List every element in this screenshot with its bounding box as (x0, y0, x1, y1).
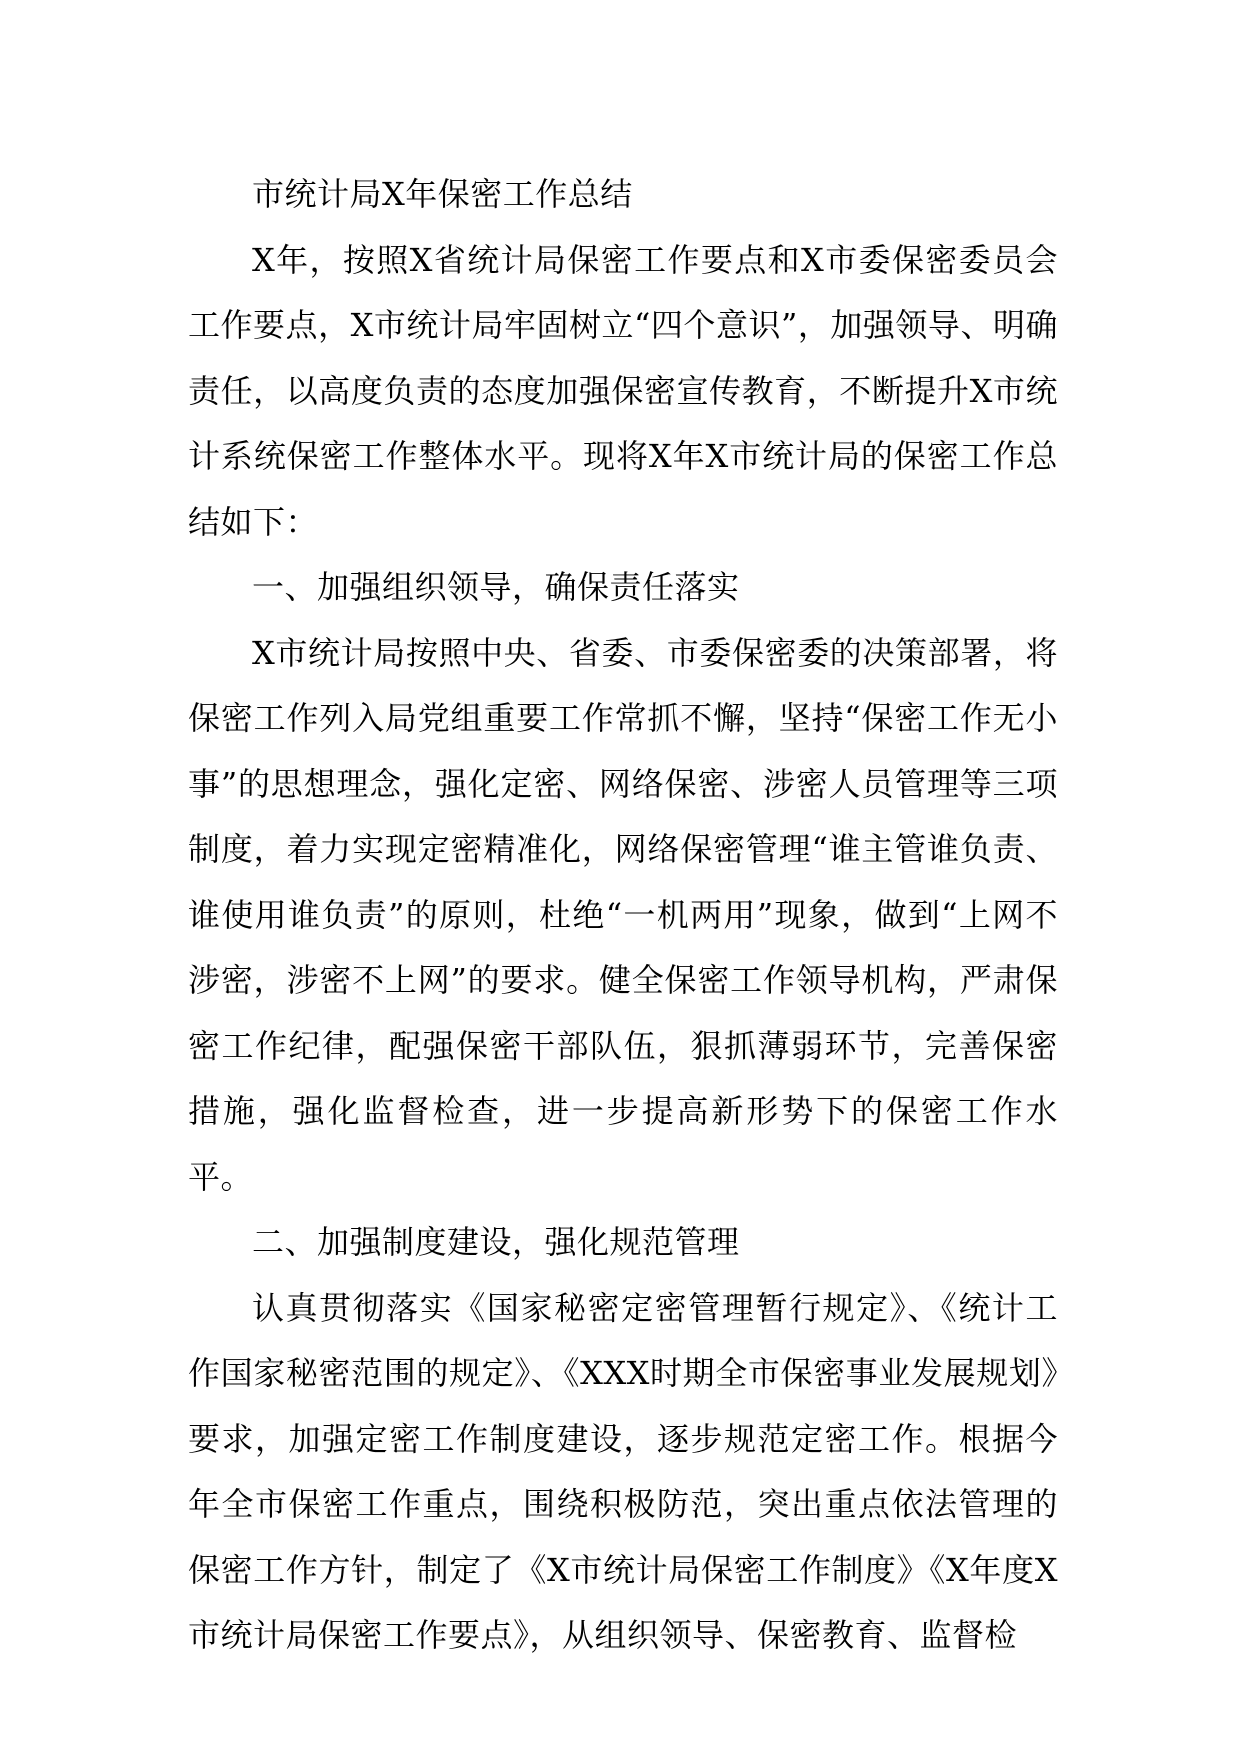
document-body (188, 162, 1058, 1669)
document-title: 市统计局X年保密工作总结 (252, 175, 633, 213)
section-2-paragraph: 认真贯彻落实《国家秘密定密管理暂行规定》、《统计工作国家秘密范围的规定》、《XXX时期全市保密事业发展规划》要求，加强定密工作制度建设，逐步规范定密工作。根据今年全市保密工作重点，围绕积极防范，突出重点依法管理的保密工作方针，制定了《X市统计局保密工作制度》《X年度X市统计局保密工作要点》，从组织领导、保密教育、监督检 (188, 1288, 1058, 1654)
section-1-heading: 一、加强组织领导，确保责任落实 (252, 568, 740, 606)
section-1-paragraph: X市统计局按照中央、省委、市委保密委的决策部署，将保密工作列入局党组重要工作常抓不懈，坚持“保密工作无小事”的思想理念，强化定密、网络保密、涉密人员管理等三项制度，着力实现定密精准化，网络保密管理“谁主管谁负责、谁使用谁负责”的原则，杜绝“一机两用”现象，做到“上网不涉密，涉密不上网”的要求。健全保密工作领导机构，严肃保密工作纪律，配强保密干部队伍，狠抓薄弱环节，完善保密措施，强化监督检查，进一步提高新形势下的保密工作水平。 (188, 633, 1058, 1196)
intro-paragraph: X年，按照X省统计局保密工作要点和X市委保密委员会工作要点，X市统计局牢固树立“四个意识”，加强领导、明确责任，以高度负责的态度加强保密宣传教育，不断提升X市统计系统保密工作整体水平。现将X年X市统计局的保密工作总结如下： (188, 240, 1058, 541)
section-2-heading: 二、加强制度建设，强化规范管理 (252, 1223, 740, 1261)
